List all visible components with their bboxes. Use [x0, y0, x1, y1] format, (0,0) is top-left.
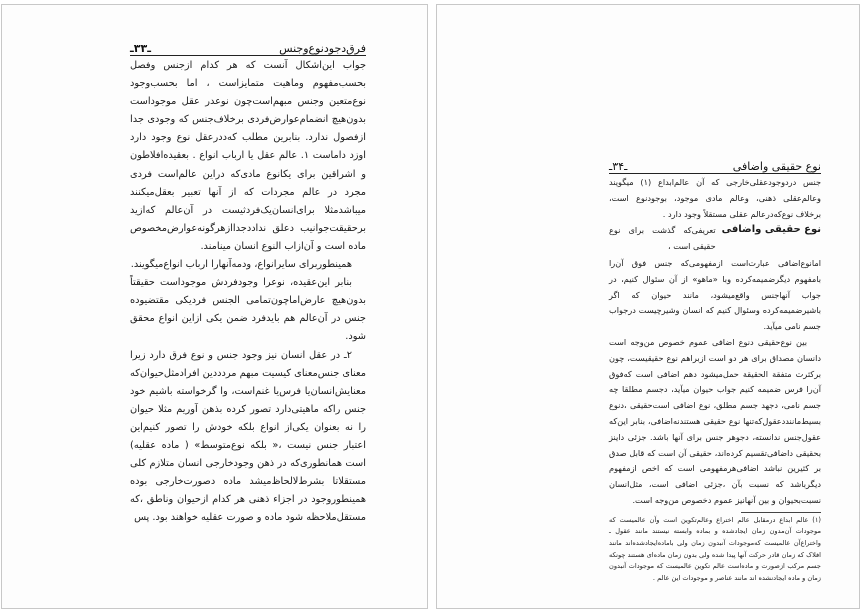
left-page	[1, 4, 428, 609]
footnote-rule	[741, 512, 821, 513]
left-page-running-title: فرق‌دجودنوع‌وجنس	[279, 42, 366, 55]
footnote: (۱) عالم ابداع درمقابل عالم اختراع وعالم‌تکوین است وآن عالمیست که موجودات آن‌مدون زمان‌ ایجادشده و بماده وابسته نیستند مانند عقول ـ واختراع‌آن عالمیست‌ که‌موجودات آنبدون زمان ولی باماده‌ایجادشده‌اند مانند افلاک که زمان‌ قادر حرکت آنها پیدا شده ولی بدون زمان‌ ماده‌ای هستند چونکه جسم مرکب ازصورت و ماده‌است عالم تکوین عالمیست که موجودات آنبدون زمان و ماده‌ ایجادنشده اند مانند عناصر و موجودات این عالم .	[609, 515, 821, 582]
section-heading: نوع حقیقی واضافی	[721, 224, 821, 236]
right-page-number: ـ۳۴ـ	[609, 160, 628, 173]
left-page-body	[130, 57, 366, 527]
right-page	[436, 4, 860, 609]
right-intro-paragraph: جنس دردوجودعقلی‌خارجی که‌ آن‌ عالم‌ابداع (۱) میگویند وعالم‌عقلی ذهنی، وعالم مادی‌ موجود، بوجود‌نوع است، برخلاف نوع‌که‌درعالم عقلی مستقلاً وجود دارد .	[609, 177, 822, 219]
left-page-header	[130, 35, 366, 56]
left-paragraph-1: جواب این‌اشکال آنست که هر کدام ازجنس وفصل بحسب‌مفهوم وماهیت متمایزاست ، اما بحسب‌وجود نوع‌متعین وجنس مبهم‌است‌چون نوعدر عقل موجوداست بدون‌هیچ انضمام‌عوارض‌فردی برخلاف‌جنس که وجودی جدا ازفصول ندارد. بنابرین مطلب کەددرعقل نوع وجود دارد اوزد داماست ۱. عالم عقل یا ارباب انواع . بعقیده‌افلاطون و اشراقین برای یکانوع مادی‌که دراین عالم‌است فردی‌ مجرد در عالم‌ مجردات که از آنها تعبیر بعقل‌میکنند میباشد‌مثلا برای‌انسان‌یک‌فردثیست در آن‌عالم کەازید برحقیقت‌جوانیب دعلق نداددجدا‌ازهرگونه‌عوارض‌مخصوص ماده است و آن‌ازاب النوع انسان مینامند.	[130, 60, 366, 252]
left-paragraph-2: همینطوربرای سایرانواع، ودمه‌آنهارا ارباب انواع‌میگویند.	[130, 259, 352, 271]
left-paragraph-3: بنابر این‌عقیده، نوعرا وجودفردش موجوداست حقیقتاً بدون‌هیچ عارض‌اما‌چون‌تمامی‌ الجنس‌ فرد‌یکی مقتضیوده‌ جنس در آن‌عالم هم باید‌فرد ضمن یکی ازاین انواع محقق شود.	[130, 277, 366, 343]
right-page-running-title: نوع حقیقی واضافی	[732, 160, 821, 173]
right-paragraph-2: بین نوع‌حقیقی دنوع اضافی عموم‌ خصوص من‌وجه است دانسان مصداق برای هر دو است ازبراهم نوع حقیقیست، چون برکثرت متفقة الحقیقة حمل‌میشود دهم اضافی است که‌فوق آن‌را فرس ضمیمه‌ کنیم جواب‌ حیوان میآید، دجسم‌ مطلقا چه‌ جسم نامی، دجهد جسم مطلق، نوع اضافی است‌حقیقی ،دنوع بسیط‌ماننددعقول‌که‌تنها‌ نوع حقیقی‌ هستندنه‌اضافی، بنابر این‌که عقول‌جنس ندانسته، دجوهر جنس برای آنها باشد. جزئی داینز بحقیقی داضافی‌تقسیم کرده‌اند، حقیقی آن‌ است‌ که قابل صدق بر کثیرین نباشد اضافی‌هرمفهومی است که‌ اخص ازمفهوم‌ دیگرباشد که‌ نسبت‌ بآن ،جزئی اضافی است، مثل‌انسان نسبت‌بحیوان و بین آنها‌نیز عموم دخصوص من‌وجه است.	[609, 336, 821, 505]
section-lead-text: تعریفی‌که گذشت برای نوع حقیقی است ،	[609, 225, 716, 252]
section-heading-row	[609, 223, 821, 255]
right-page-header	[609, 155, 821, 174]
left-page-number: ـ۳۳ـ	[130, 42, 151, 55]
right-page-body	[609, 175, 821, 584]
left-paragraph-4: ۲ـ در عقل انسان نیز وجود جنس و نوع فرق دارد زیرا معنای جنس‌معنای‌ کیسیت‌ مبهم‌ مردددین افرادمثل‌حیوان‌که معنایش‌انسان‌یا فرس‌یا غنم‌است، وا گر‌خواسته باشیم خود جنس راکه ماهیتی‌دارد تصور کرده بذهن آوریم مثلا حیوان را نه بعنوان یکی‌از انواع بلکه خودش را تصور کنیم‌این اعتبار جنس‌ نیست ،« بلکه نوع‌متوسط» ( ماده عقلیه) است همانطوری‌که‌ در ذهن‌ وجودخارجی انسان‌ متلازم‌ کلی مستقلاتا‌ بشرط‌لا‌لحاظ‌میشد ماده دصورت‌خارجی بوده همینطوروجود در‌ ‌اجزاء ذهنی هر کدام ازحیوان و‌ناطق ،که مستقل‌ملاحظه شود ماده و صورت عقلیه خواهند بود. پس	[130, 349, 366, 524]
right-paragraph-1: امانوع‌اضافی‌ عبارت‌است‌ ازمفهومی‌که جنس‌ فوق آن‌را بامفهوم دیگرضمیمه‌کرده وبا «ماهو» از آن سئوال کنیم، در جواب آنهاجنس واقع‌میشود، مانند حیوان که اگر باشیرضمیمه‌کرده وسئوال کنیم‌ که انسان وشیرچیست درجواب جسم نامی میآید.	[609, 257, 821, 332]
